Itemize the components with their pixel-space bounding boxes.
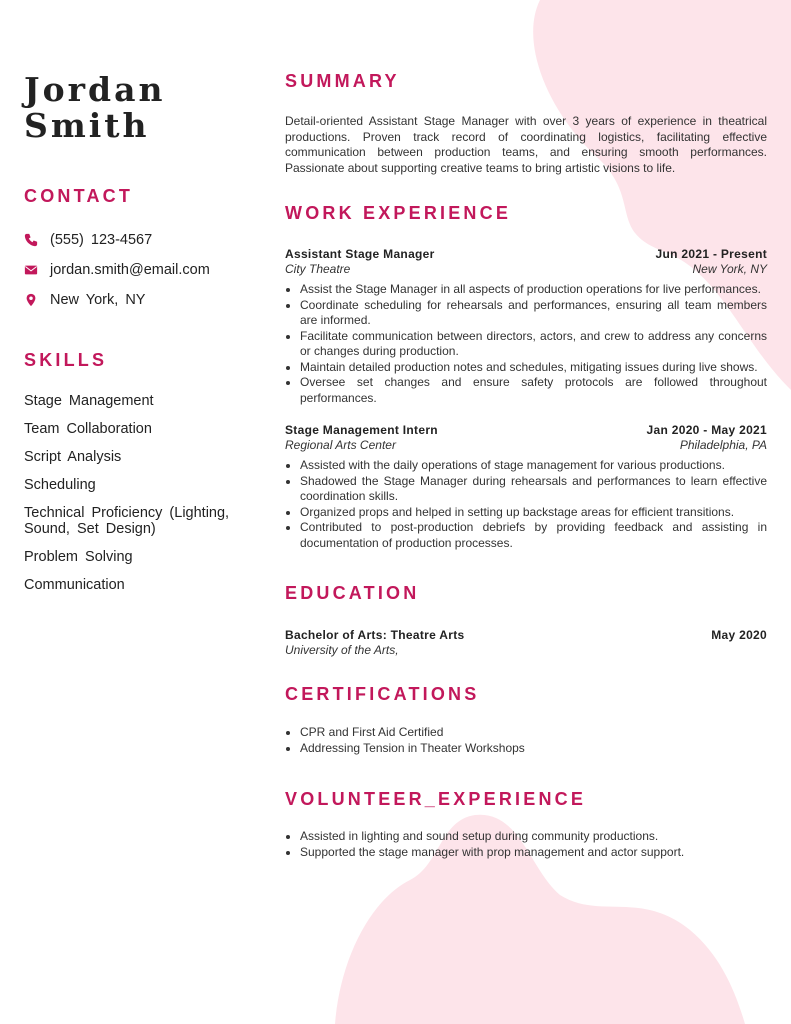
job-entry — [285, 423, 767, 551]
job-bullet: • Assisted with the daily operations of stage management for various productions. — [300, 458, 767, 474]
job-dates: Jan 2020 - May 2021 — [646, 423, 767, 437]
work-heading: WORK EXPERIENCE — [285, 203, 512, 223]
job-bullet: • Maintain detailed production notes and schedules, mitigating issues during live shows. — [300, 360, 767, 376]
certifications-heading: CERTIFICATIONS — [285, 684, 480, 704]
volunteer-heading: VOLUNTEER_EXPERIENCE — [285, 789, 587, 809]
job-bullet: • Oversee set changes and ensure safety protocols are followed throughout performances. — [300, 375, 767, 406]
job-bullet: • Assist the Stage Manager in all aspects of production operations for live performances. — [300, 282, 767, 298]
phone-icon — [24, 233, 38, 247]
school: University of the Arts, — [285, 643, 399, 657]
skill-item: Problem Solving — [24, 549, 133, 565]
summary-text: Detail-oriented Assistant Stage Manager with over 3 years of experience in theatrical productions. Proven track record of coordinating logistics, facilitating effective communication between production teams, and ensuring smooth performances. Passionate about supporting creative teams to bring artistic visions to life. — [285, 114, 767, 175]
skills-heading: SKILLS — [24, 350, 108, 370]
certification-item: • CPR and First Aid Certified — [300, 725, 767, 741]
education-heading: EDUCATION — [285, 583, 420, 603]
skill-item: Technical Proficiency (Lighting, Sound, Set Design) — [24, 505, 230, 537]
job-title: Stage Management Intern — [285, 423, 438, 437]
job-dates: Jun 2021 - Present — [655, 247, 767, 261]
summary-heading: SUMMARY — [285, 71, 400, 91]
contact-phone: (555) 123-4567 — [24, 225, 254, 255]
job-location: New York, NY — [692, 262, 767, 276]
job-title: Assistant Stage Manager — [285, 247, 435, 261]
work-section — [285, 203, 767, 551]
candidate-name: Jordan Smith — [24, 70, 166, 145]
contact-section — [24, 186, 254, 315]
job-location: Philadelphia, PA — [679, 438, 767, 452]
map-pin-icon — [24, 293, 38, 307]
certifications-section — [285, 684, 767, 756]
skill-item: Scheduling — [24, 477, 96, 493]
envelope-icon — [24, 263, 38, 277]
job-bullet: • Coordinate scheduling for rehearsals and performances, ensuring all team members are informed. — [300, 298, 767, 329]
job-bullet: • Organized props and helped in setting up backstage areas for efficient transitions. — [300, 505, 767, 521]
job-entry — [285, 247, 767, 406]
job-bullet: • Contributed to post-production debriefs by providing feedback and assisting in documentation of production processes. — [300, 520, 767, 551]
volunteer-item: • Supported the stage manager with prop management and actor support. — [300, 845, 767, 861]
contact-heading: CONTACT — [24, 186, 134, 206]
skill-item: Stage Management — [24, 393, 154, 409]
skills-section — [24, 350, 254, 605]
job-bullet: • Facilitate communication between directors, actors, and crew to address any concerns or changes during production. — [300, 329, 767, 360]
skill-item: Communication — [24, 577, 125, 593]
education-section — [285, 583, 767, 657]
skill-item: Script Analysis — [24, 449, 122, 465]
volunteer-section — [285, 789, 767, 860]
certification-item: • Addressing Tension in Theater Workshops — [300, 741, 767, 757]
contact-location: New York, NY — [24, 285, 254, 315]
skill-item: Team Collaboration — [24, 421, 152, 437]
job-bullet: • Shadowed the Stage Manager during rehearsals and performances to learn effective coordination skills. — [300, 474, 767, 505]
contact-email: jordan.smith@email.com — [24, 255, 254, 285]
job-org: Regional Arts Center — [285, 438, 396, 452]
education-date: May 2020 — [711, 628, 767, 642]
job-org: City Theatre — [285, 262, 351, 276]
summary-section — [285, 71, 767, 176]
degree: Bachelor of Arts: Theatre Arts — [285, 628, 465, 642]
volunteer-item: • Assisted in lighting and sound setup during community productions. — [300, 829, 767, 845]
